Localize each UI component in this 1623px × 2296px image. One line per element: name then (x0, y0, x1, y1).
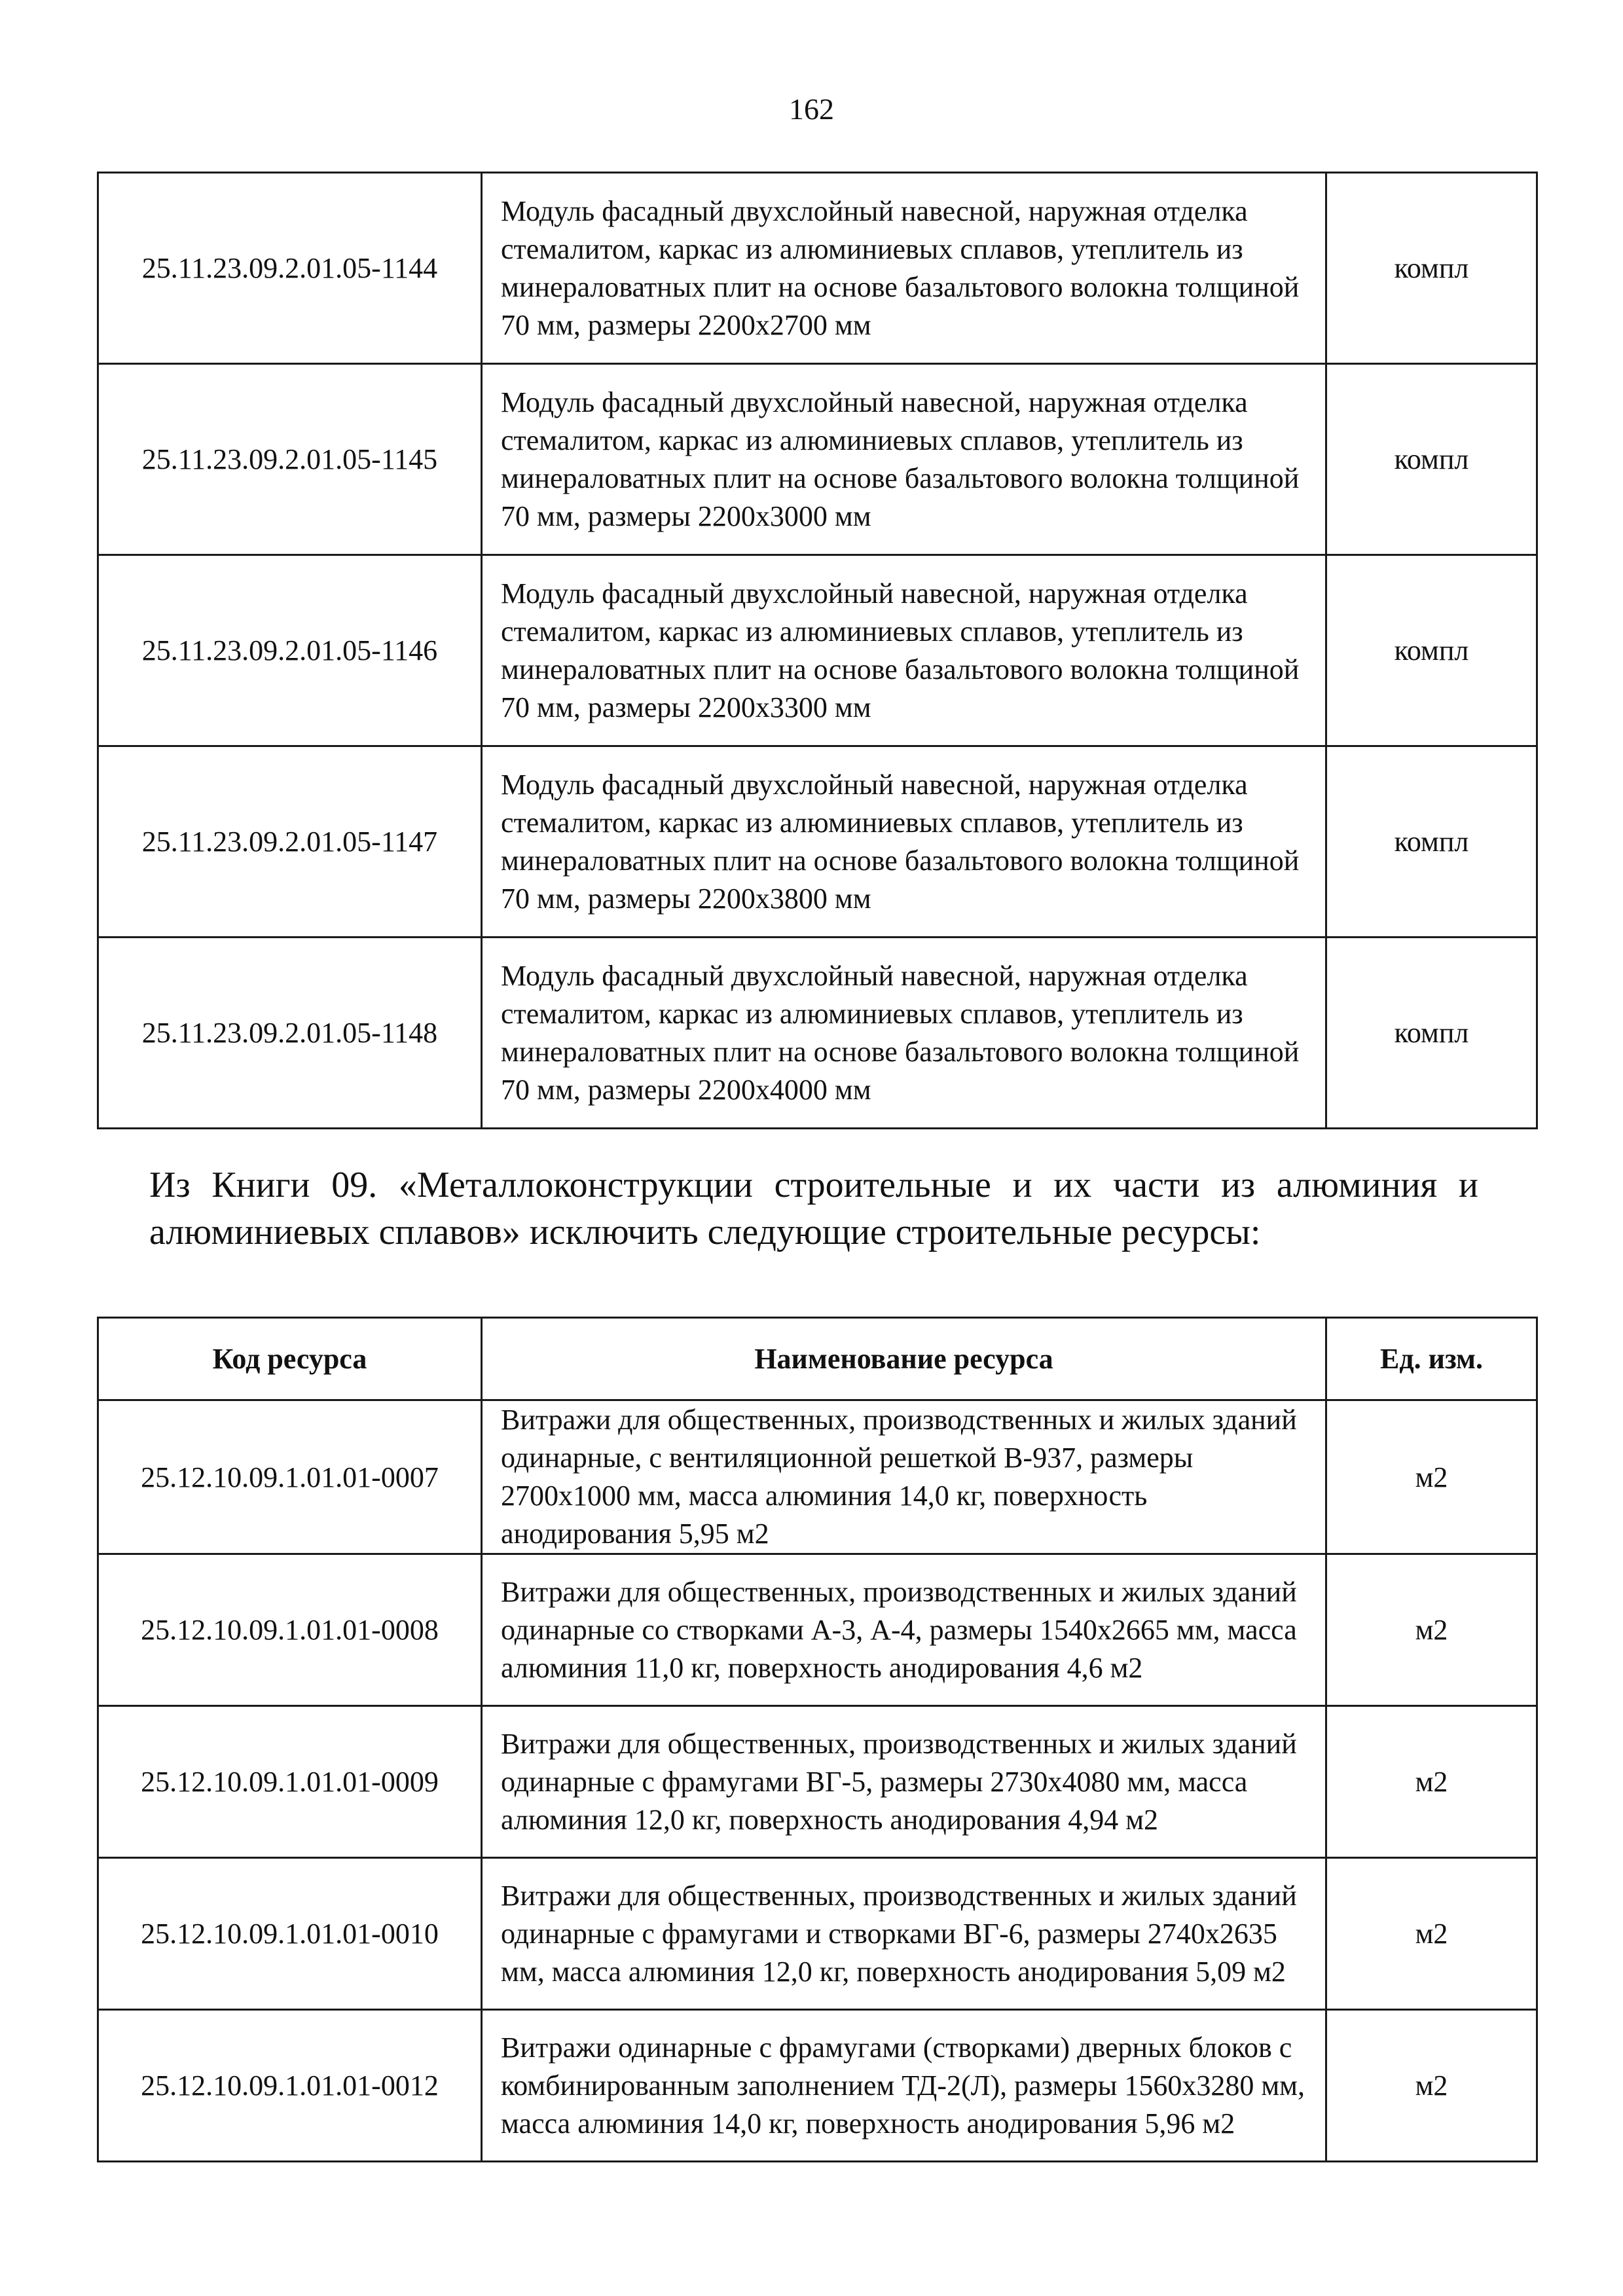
resource-name: Витражи для общественных, производственных и жилых зданий одинарные со створками А-3, А-4, размеры 1540х2665 мм, масса алюминия 11,0 кг, поверхность анодирования 4,6 м2 (482, 1554, 1326, 1706)
resource-name: Витражи для общественных, производственных и жилых зданий одинарные с фрамугами и створками ВГ-6, размеры 2740х2635 мм, масса алюминия 12,0 кг, поверхность анодирования 5,09 м2 (482, 1858, 1326, 2010)
resource-unit: компл (1326, 746, 1537, 938)
table-row (98, 1400, 1537, 1554)
resource-code: 25.11.23.09.2.01.05-1145 (98, 364, 482, 555)
table-header-row (98, 1318, 1537, 1400)
resource-name: Витражи одинарные с фрамугами (створками) дверных блоков с комбинированным заполнением ТД-2(Л), размеры 1560х3280 мм, масса алюминия 14,0 кг, поверхность анодирования 5,96 м2 (482, 2010, 1326, 2162)
resource-code: 25.12.10.09.1.01.01-0007 (98, 1400, 482, 1554)
table-row (98, 1858, 1537, 2010)
resource-code: 25.11.23.09.2.01.05-1146 (98, 555, 482, 746)
table-row (98, 746, 1537, 938)
resource-name: Модуль фасадный двухслойный навесной, наружная отделка стемалитом, каркас из алюминиевых сплавов, утеплитель из минераловатных плит на основе базальтового волокна толщиной 70 мм, размеры 2200х2700 мм (482, 173, 1326, 364)
excluded-resources-table (97, 1317, 1538, 2162)
intro-paragraph: Из Книги 09. «Металлоконструкции строительные и их части из алюминия и алюминиевых сплавов» исключить следующие строительные ресурсы: (149, 1165, 1478, 1252)
page-number: 162 (789, 92, 834, 126)
table-row (98, 1554, 1537, 1706)
table-row (98, 1706, 1537, 1858)
resource-name: Модуль фасадный двухслойный навесной, наружная отделка стемалитом, каркас из алюминиевых сплавов, утеплитель из минераловатных плит на основе базальтового волокна толщиной 70 мм, размеры 2200х3800 мм (482, 746, 1326, 938)
table-row (98, 938, 1537, 1129)
resource-unit: м2 (1326, 1858, 1537, 2010)
table-row (98, 173, 1537, 364)
resource-unit: компл (1326, 555, 1537, 746)
resource-name: Витражи для общественных, производственных и жилых зданий одинарные с фрамугами ВГ-5, размеры 2730х4080 мм, масса алюминия 12,0 кг, поверхность анодирования 4,94 м2 (482, 1706, 1326, 1858)
resource-name: Модуль фасадный двухслойный навесной, наружная отделка стемалитом, каркас из алюминиевых сплавов, утеплитель из минераловатных плит на основе базальтового волокна толщиной 70 мм, размеры 2200х3300 мм (482, 555, 1326, 746)
resource-table-continued (97, 172, 1538, 1129)
resource-unit: м2 (1326, 2010, 1537, 2162)
table-row (98, 2010, 1537, 2162)
header-unit: Ед. изм. (1326, 1318, 1537, 1400)
resource-unit: компл (1326, 938, 1537, 1129)
resource-unit: м2 (1326, 1554, 1537, 1706)
table-row (98, 364, 1537, 555)
header-name: Наименование ресурса (482, 1318, 1326, 1400)
resource-code: 25.11.23.09.2.01.05-1148 (98, 938, 482, 1129)
resource-unit: компл (1326, 173, 1537, 364)
resource-unit: компл (1326, 364, 1537, 555)
resource-name: Витражи для общественных, производственных и жилых зданий одинарные, с вентиляционной решеткой В-937, размеры 2700х1000 мм, масса алюминия 14,0 кг, поверхность анодирования 5,95 м2 (482, 1400, 1326, 1554)
resource-unit: м2 (1326, 1706, 1537, 1858)
resource-name: Модуль фасадный двухслойный навесной, наружная отделка стемалитом, каркас из алюминиевых сплавов, утеплитель из минераловатных плит на основе базальтового волокна толщиной 70 мм, размеры 2200х4000 мм (482, 938, 1326, 1129)
resource-code: 25.12.10.09.1.01.01-0008 (98, 1554, 482, 1706)
table-row (98, 555, 1537, 746)
resource-code: 25.11.23.09.2.01.05-1147 (98, 746, 482, 938)
resource-unit: м2 (1326, 1400, 1537, 1554)
resource-code: 25.12.10.09.1.01.01-0012 (98, 2010, 482, 2162)
resource-name: Модуль фасадный двухслойный навесной, наружная отделка стемалитом, каркас из алюминиевых сплавов, утеплитель из минераловатных плит на основе базальтового волокна толщиной 70 мм, размеры 2200х3000 мм (482, 364, 1326, 555)
header-code: Код ресурса (98, 1318, 482, 1400)
resource-code: 25.12.10.09.1.01.01-0010 (98, 1858, 482, 2010)
resource-code: 25.12.10.09.1.01.01-0009 (98, 1706, 482, 1858)
resource-code: 25.11.23.09.2.01.05-1144 (98, 173, 482, 364)
